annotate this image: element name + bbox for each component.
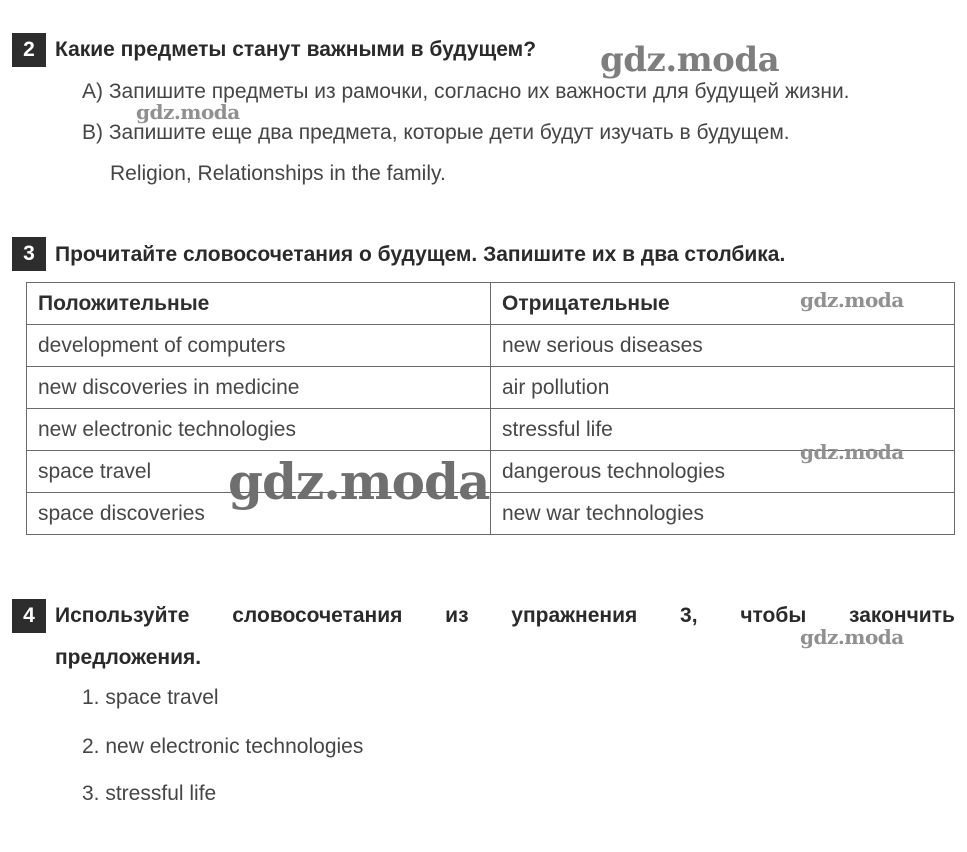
watermark: gdz.moda [800,288,904,312]
task-2-item-a: А) Запишите предметы из рамочки, согласно их важности для будущей жизни. [82,80,850,103]
task-4-title-word: закончить [849,604,955,627]
table-cell: new serious diseases [491,325,955,367]
watermark: gdz.moda [800,625,904,649]
task-2-item-b: В) Запишите еще два предмета, которые дети будут изучать в будущем. [82,121,790,144]
task-4-answer-1: 1. space travel [82,686,219,709]
table-cell: space discoveries [27,493,491,535]
table-row [27,325,955,367]
table-cell: new war technologies [491,493,955,535]
task-4-title-word: из [445,604,469,627]
task-4-title-word: упражнения [511,604,638,627]
column-header-positive: Положительные [27,283,491,325]
task-4-title-word: Используйте [55,604,190,627]
task-2-answer: Religion, Relationships in the family. [110,162,446,185]
task-3-title: Прочитайте словосочетания о будущем. Запишите их в два столбика. [55,243,786,266]
watermark: gdz.moda [228,452,490,511]
task-2-number: 2 [12,33,46,67]
column-header-negative: Отрицательные [491,283,955,325]
table-cell: space travel [27,451,491,493]
watermark: gdz.moda [136,100,240,124]
subjects-table [26,282,955,535]
task-4-number: 4 [12,599,46,633]
task-4-title-word: 3, [680,604,698,627]
watermark: gdz.moda [600,40,780,80]
table-row [27,493,955,535]
task-4-answer-2: 2. new electronic technologies [82,735,364,758]
task-4-answer-3: 3. stressful life [82,782,217,805]
table-cell: dangerous technologies [491,451,955,493]
watermark: gdz.moda [800,440,904,464]
table-row [27,367,955,409]
task-4-title-line2: предложения. [55,646,202,669]
table-cell: stressful life [491,409,955,451]
task-4-title-word: чтобы [740,604,807,627]
task-2-title: Какие предметы станут важными в будущем? [55,38,537,61]
task-4-title-word: словосочетания [232,604,403,627]
table-cell: new discoveries in medicine [27,367,491,409]
table-cell: development of computers [27,325,491,367]
task-3-number: 3 [12,237,46,271]
table-cell: new electronic technologies [27,409,491,451]
table-cell: air pollution [491,367,955,409]
